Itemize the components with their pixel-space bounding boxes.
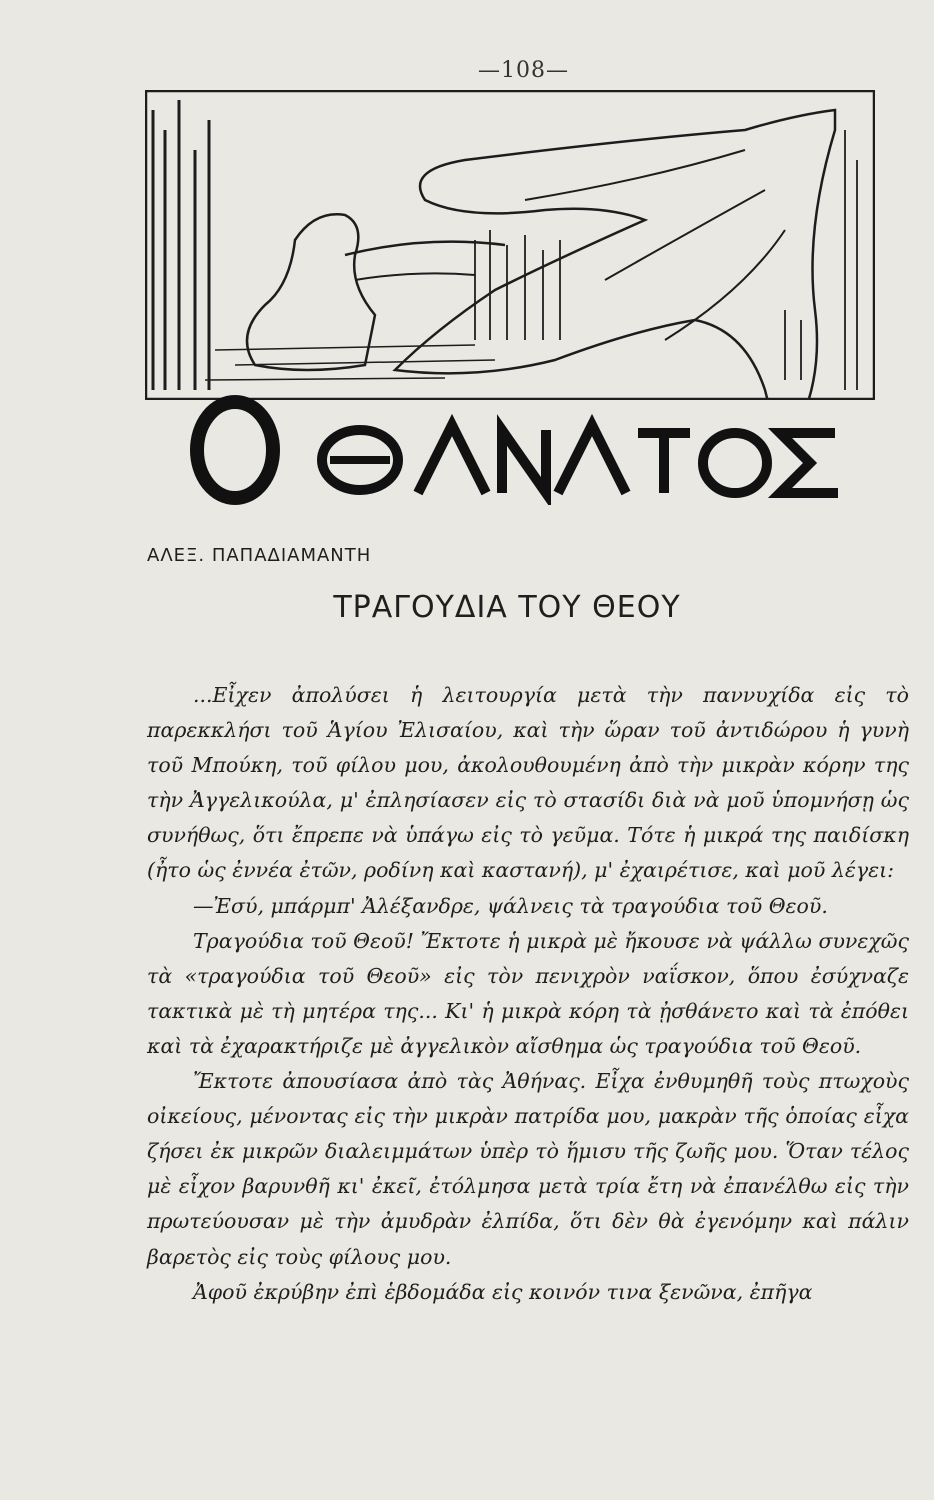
- paragraph: Ἔκτοτε ἀπουσίασα ἀπὸ τὰς Ἀθήνας. Εἶχα ἐνθυμηθῆ τοὺς πτωχοὺς οἰκείους, μένοντας εἰς τὴν μικρὰν πατρίδα μου, μακρὰν τῆς ὁποίας εἶχα ζήσει ἐκ μικρῶν διαλειμμάτων ὑπὲρ τὸ ἥμισυ τῆς ζωῆς μου. Ὅταν τέλος μὲ εἶχον βαρυνθῆ κι' ἐκεῖ, ἐτόλμησα μετὰ τρία ἔτη νὰ ἐπανέλθω εἰς τὴν πρωτεύουσαν μὲ τὴν ἀμυδρὰν ἐλπίδα, ὅτι δὲν θὰ ἐγενόμην καὶ πάλιν βαρετὸς εἰς τοὺς φίλους μου.: [147, 1069, 909, 1269]
- author-name: ΑΛΕΞ. ΠΑΠΑΔΙΑΜΑΝΤΗ: [147, 545, 372, 566]
- death-illustration: [145, 90, 875, 400]
- paragraph: Τραγούδια τοῦ Θεοῦ! Ἔκτοτε ἡ μικρὰ μὲ ἤκουσε νὰ ψάλλω συνεχῶς τὰ «τραγούδια τοῦ Θεοῦ» εἰς τὸν πενιχρὸν ναΐσκον, ὅπου ἐσύχναζε τακτικὰ μὲ τὴ μητέρα της... Κι' ἡ μικρὰ κόρη τὰ ᾐσθάνετο καὶ τὰ ἐπόθει καὶ τὰ ἐχαρακτήριζε μὲ ἀγγελικὸν αἴσθημα ὡς τραγούδια τοῦ Θεοῦ.: [147, 928, 909, 1058]
- title-art: [190, 395, 850, 505]
- paragraph: ...Εἶχεν ἀπολύσει ἡ λειτουργία μετὰ τὴν παννυχίδα εἰς τὸ παρεκκλήσι τοῦ Ἁγίου Ἐλισαίου, καὶ τὴν ὥραν τοῦ ἀντιδώρου ἡ γυνὴ τοῦ Μπούκη, τοῦ φίλου μου, ἀκολουθουμένη ἀπὸ τὴν μικρὰν κόρην της τὴν Ἀγγελικούλα, μ' ἐπλησίασεν εἰς τὸ στασίδι διὰ νὰ μοῦ ὑπομνήσῃ ὡς συνήθως, ὅτι ἔπρεπε νὰ ὑπάγω εἰς τὸ γεῦμα. Τότε ἡ μικρά της παιδίσκη (ἦτο ὡς ἐννέα ἐτῶν, ροδίνη καὶ καστανή), μ' ἐχαιρέτισε, καὶ μοῦ λέγει:: [147, 683, 909, 883]
- page-number: —108—: [478, 58, 569, 83]
- paragraph: Ἀφοῦ ἐκρύβην ἐπὶ ἑβδομάδα εἰς κοινόν τινα ξενῶνα, ἐπῆγα: [193, 1279, 813, 1304]
- article-body: [147, 678, 909, 1310]
- article-title: ΤΡΑΓΟΥΔΙΑ ΤΟΥ ΘΕΟΥ: [333, 590, 681, 625]
- paragraph: —Ἐσύ, μπάρμπ' Ἀλέξανδρε, ψάλνεις τὰ τραγούδια τοῦ Θεοῦ.: [193, 893, 828, 918]
